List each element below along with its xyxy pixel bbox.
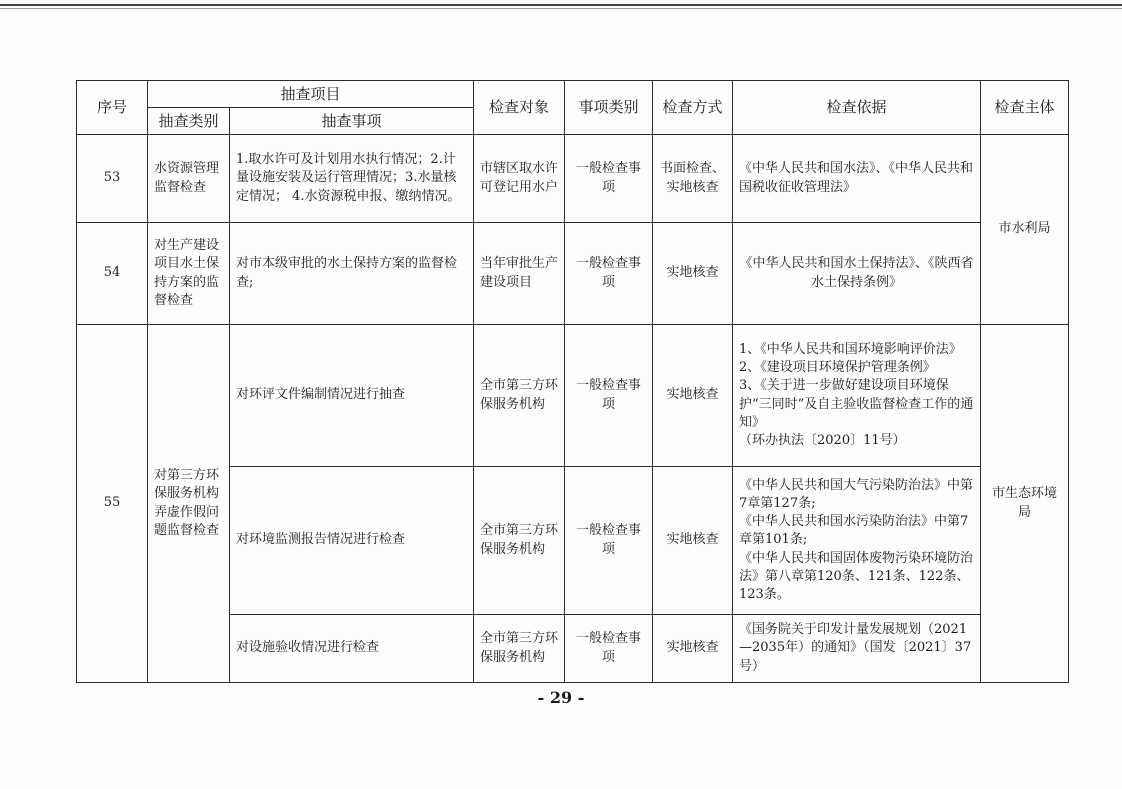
row-matter: 1.取水许可及计划用水执行情况；2.计量设施安装及运行管理情况；3.水量核定情况； 4.水资源税申报、缴纳情况。 — [230, 135, 474, 223]
header-matter-type: 事项类别 — [565, 81, 653, 135]
row-method: 书面检查、实地核查 — [653, 135, 733, 223]
row-method: 实地核查 — [653, 615, 733, 683]
table-row — [77, 325, 1069, 467]
header-basis: 检查依据 — [733, 81, 981, 135]
row-method: 实地核查 — [653, 223, 733, 325]
row-matter: 对环评文件编制情况进行抽查 — [230, 325, 474, 467]
page-number: - 29 - — [537, 688, 585, 707]
row-basis: 《中华人民共和国大气污染防治法》中第7章第127条; 《中华人民共和国水污染防治法》中第7章第101条; 《中华人民共和国固体废物污染环境防治法》第八章第120条、121条、122条、123条。 — [733, 467, 981, 615]
row-matter-type: 一般检查事项 — [565, 467, 653, 615]
subject-water-bureau: 市水利局 — [981, 135, 1069, 325]
header-seq: 序号 — [77, 81, 148, 135]
row-seq: 54 — [77, 223, 148, 325]
row-matter: 对环境监测报告情况进行检查 — [230, 467, 474, 615]
top-border-line-thin — [0, 8, 1122, 9]
row-matter-type: 一般检查事项 — [565, 325, 653, 467]
header-category: 抽查类别 — [148, 108, 230, 135]
row-method: 实地核查 — [653, 467, 733, 615]
row-target: 当年审批生产建设项目 — [474, 223, 565, 325]
row-basis: 1、《中华人民共和国环境影响评价法》 2、《建设项目环境保护管理条例》 3、《关于进一步做好建设项目环境保护“三同时”及自主验收监督检查工作的通知》 （环办执法〔2020〕11号） — [733, 325, 981, 467]
row-basis: 《中华人民共和国水法》、《中华人民共和国税收征收管理法》 — [733, 135, 981, 223]
subject-env-bureau: 市生态环境局 — [981, 325, 1069, 683]
header-target: 检查对象 — [474, 81, 565, 135]
row-seq: 53 — [77, 135, 148, 223]
header-subject: 检查主体 — [981, 81, 1069, 135]
header-method: 检查方式 — [653, 81, 733, 135]
row-basis: 《国务院关于印发计量发展规划（2021—2035年）的通知》（国发〔2021〕37号） — [733, 615, 981, 683]
row-target: 市辖区取水许可登记用水户 — [474, 135, 565, 223]
row-matter-type: 一般检查事项 — [565, 615, 653, 683]
header-row-1 — [77, 81, 1069, 108]
row-target: 全市第三方环保服务机构 — [474, 615, 565, 683]
row-matter: 对设施验收情况进行检查 — [230, 615, 474, 683]
inspection-table — [76, 80, 1069, 683]
table-row — [77, 223, 1069, 325]
row-method: 实地核查 — [653, 325, 733, 467]
row-seq: 55 — [77, 325, 148, 683]
row-category: 对生产建设项目水土保持方案的监督检查 — [148, 223, 230, 325]
table-row — [77, 135, 1069, 223]
row-matter-type: 一般检查事项 — [565, 135, 653, 223]
top-border-line — [0, 4, 1122, 6]
header-spot-check-item: 抽查项目 — [148, 81, 474, 108]
row-basis: 《中华人民共和国水土保持法》、《陕西省水土保持条例》 — [733, 223, 981, 325]
header-matter: 抽查事项 — [230, 108, 474, 135]
row-target: 全市第三方环保服务机构 — [474, 467, 565, 615]
row-target: 全市第三方环保服务机构 — [474, 325, 565, 467]
row-category: 水资源管理监督检查 — [148, 135, 230, 223]
row-matter-type: 一般检查事项 — [565, 223, 653, 325]
row-matter: 对市本级审批的水土保持方案的监督检查; — [230, 223, 474, 325]
row-category: 对第三方环保服务机构弄虚作假问题监督检查 — [148, 325, 230, 683]
